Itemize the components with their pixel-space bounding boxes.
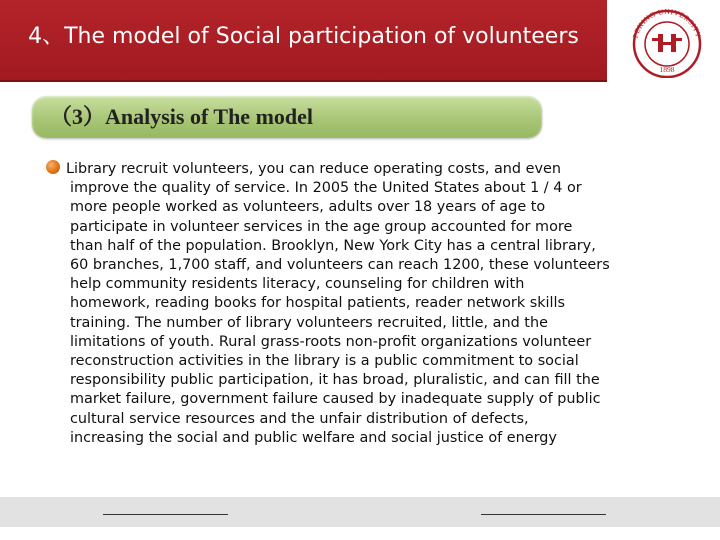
section-subtitle-banner [32, 96, 542, 138]
bullet-icon [46, 160, 60, 174]
paragraph-line: participate in volunteer services in the age group accounted for more [70, 218, 573, 235]
paragraph-line: responsibility public participation, it has broad, pluralistic, and can fill the [70, 372, 600, 389]
paragraph-line: reconstruction activities in the library is a public commitment to social [70, 353, 579, 370]
seal-university-text: PEKING UNIVERSITY [630, 8, 704, 40]
paragraph-line: training. The number of library volunteers recruited, little, and the [70, 314, 548, 331]
paragraph-line: increasing the social and public welfare and social justice of energy [70, 429, 557, 446]
paragraph-line: improve the quality of service. In 2005 the United States about 1 / 4 or [70, 180, 582, 197]
paragraph-line: 60 branches, 1,700 staff, and volunteers can reach 1200, these volunteers [70, 257, 610, 274]
paragraph-line: than half of the population. Brooklyn, New York City has a central library, [70, 237, 596, 254]
university-logo [622, 8, 712, 78]
section-subtitle: （3）Analysis of The model [50, 104, 314, 129]
seal-year-text: 1898 [659, 65, 675, 74]
bullet-paragraph [66, 160, 680, 448]
slide-title: 4、The model of Social participation of volunteers [28, 24, 579, 49]
title-bar [0, 0, 607, 82]
footer-divider-left [103, 514, 228, 515]
footer-band [0, 497, 720, 527]
paragraph-line: market failure, government failure caused by inadequate supply of public [70, 391, 601, 408]
svg-text:PEKING UNIVERSITY [631, 8, 704, 39]
paragraph-line: homework, reading books for hospital patients, reader network skills [70, 295, 566, 312]
paragraph-line: limitations of youth. Rural grass-roots non-profit organizations volunteer [70, 333, 592, 350]
peking-university-seal-icon [622, 8, 712, 78]
paragraph-line: help community residents literacy, counseling for children with [70, 276, 525, 293]
footer-divider-right [481, 514, 606, 515]
paragraph-line: Library recruit volunteers, you can reduce operating costs, and even [66, 161, 561, 177]
paragraph-line: cultural service resources and the unfair distribution of defects, [70, 410, 529, 427]
paragraph-line: more people worked as volunteers, adults over 18 years of age to [70, 199, 546, 216]
